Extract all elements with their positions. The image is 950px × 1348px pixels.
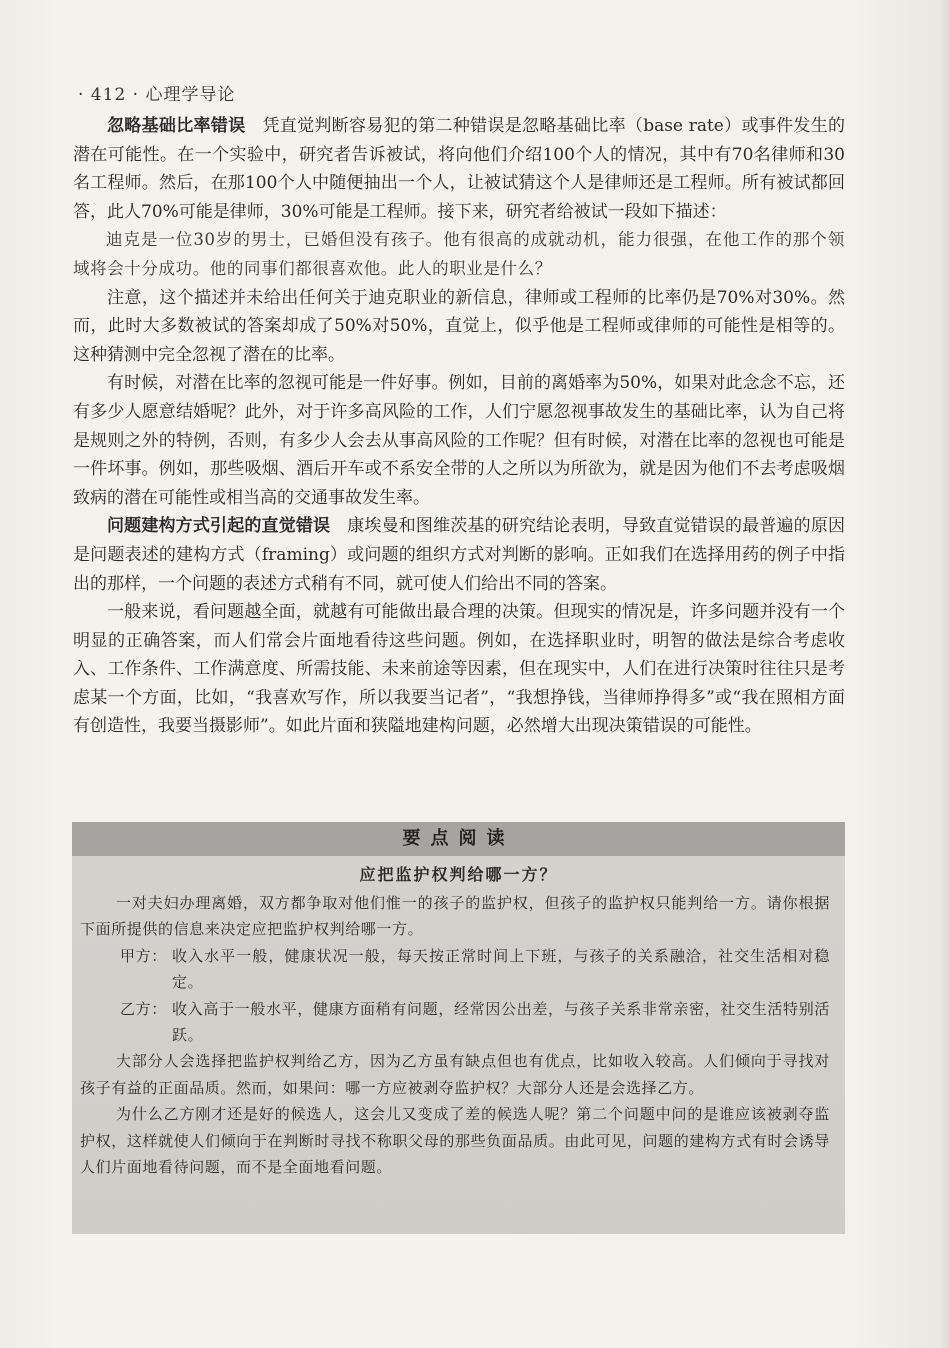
option-a xyxy=(80,943,830,996)
main-body xyxy=(73,112,845,741)
section-keyword: 问题建构方式引起的直觉错误 xyxy=(107,516,331,537)
box-content xyxy=(80,890,830,1180)
box-paragraph: 大部分人会选择把监护权判给乙方，因为乙方虽有缺点但也有优点，比如收入较高。人们倾向于寻找对孩子有益的正面品质。然而，如果问：哪一方应被剥夺监护权？大部分人还是会选择乙方。 xyxy=(80,1052,830,1097)
section-keyword: 忽略基础比率错误 xyxy=(107,116,246,136)
page-number: · 412 · xyxy=(78,85,140,105)
paragraph-text: 有时候，对潜在比率的忽视可能是一件好事。例如，目前的离婚率为50%，如果对此念念不忘，还有多少人愿意结婚呢？此外，对于许多高风险的工作，人们宁愿忽视事故发生的基础比率，认为自己将是规则之外的特例，否则，有多少人会去从事高风险的工作呢？但有时候，对潜在比率的忽视也可能是一件坏事。例如，那些吸烟、酒后开车或不系安全带的人之所以为所欲为，就是因为他们不去考虑吸烟致病的潜在可能性或相当高的交通事故发生率。 xyxy=(73,373,845,508)
option-b xyxy=(80,996,830,1049)
option-a-text: 收入水平一般，健康状况一般，每天按正常时间上下班，与孩子的关系融洽，社交生活相对稳定。 xyxy=(172,946,830,992)
paragraph-text: 注意，这个描述并未给出任何关于迪克职业的新信息，律师或工程师的比率仍是70%对30%。然而，此时大多数被试的答案却成了50%对50%，直觉上，似乎他是工程师或律师的可能性是相等的。这种猜测中完全忽视了潜在的比率。 xyxy=(73,287,845,365)
paragraph-base-rate xyxy=(73,112,845,226)
box-subtitle: 应把监护权判给哪一方？ xyxy=(359,865,558,884)
running-header xyxy=(78,80,235,105)
book-title: 心理学导论 xyxy=(145,85,236,105)
box-paragraph: 为什么乙方刚才还是好的候选人，这会儿又变成了差的候选人呢？第二个问题中问的是谁应该被剥夺监护权，这样就使人们倾向于在判断时寻找不称职父母的那些负面品质。由此可见，问题的建构方式有时会诱导人们片面地看待问题，而不是全面地看问题。 xyxy=(80,1105,830,1177)
option-b-text: 收入高于一般水平，健康方面稍有问题，经常因公出差，与孩子关系非常亲密，社交生活特别活跃。 xyxy=(172,999,830,1045)
option-b-label: 乙方： xyxy=(120,999,167,1018)
key-reading-box xyxy=(72,822,845,1234)
example-quote: 迪克是一位30岁的男士，已婚但没有孩子。他有很高的成就动机，能力很强，在他工作的那个领域将会十分成功。他的同事们都很喜欢他。此人的职业是什么？ xyxy=(73,230,845,278)
box-intro: 一对夫妇办理离婚，双方都争取对他们惟一的孩子的监护权，但孩子的监护权只能判给一方。请你根据下面所提供的信息来决定应把监护权判给哪一方。 xyxy=(80,894,830,939)
page-edge-shadow xyxy=(940,0,950,1348)
box-title: 要点阅读 xyxy=(72,822,845,856)
paragraph-text: 凭直觉判断容易犯的第二种错误是忽略基础比率（base rate）或事件发生的潜在可能性。在一个实验中，研究者告诉被试，将向他们介绍100个人的情况，其中有70名律师和30名工程师。然后，在那100个人中随便抽出一个人，让被试猜这个人是律师还是工程师。所有被试都回答，此人70%可能是律师，30%可能是工程师。接下来，研究者给被试一段如下描述： xyxy=(73,116,846,222)
paragraph-framing xyxy=(73,512,845,598)
paragraph-text: 一般来说，看问题越全面，就越有可能做出最合理的决策。但现实的情况是，许多问题并没有一个明显的正确答案，而人们常会片面地看待这些问题。例如，在选择职业时，明智的做法是综合考虑收入、工作条件、工作满意度、所需技能、未来前途等因素，但在现实中，人们在进行决策时往往只是考虑某一个方面，比如，“我喜欢写作，所以我要当记者”，“我想挣钱，当律师挣得多”或“我在照相方面有创造性，我要当摄影师”。如此片面和狭隘地建构问题，必然增大出现决策错误的可能性。 xyxy=(73,602,845,737)
option-a-label: 甲方： xyxy=(120,946,167,965)
paragraph-text: 康埃曼和图维茨基的研究结论表明，导致直觉错误的最普遍的原因是问题表述的建构方式（framing）或问题的组织方式对判断的影响。正如我们在选择用药的例子中指出的那样，一个问题的表述方式稍有不同，就可使人们给出不同的答案。 xyxy=(73,516,846,594)
